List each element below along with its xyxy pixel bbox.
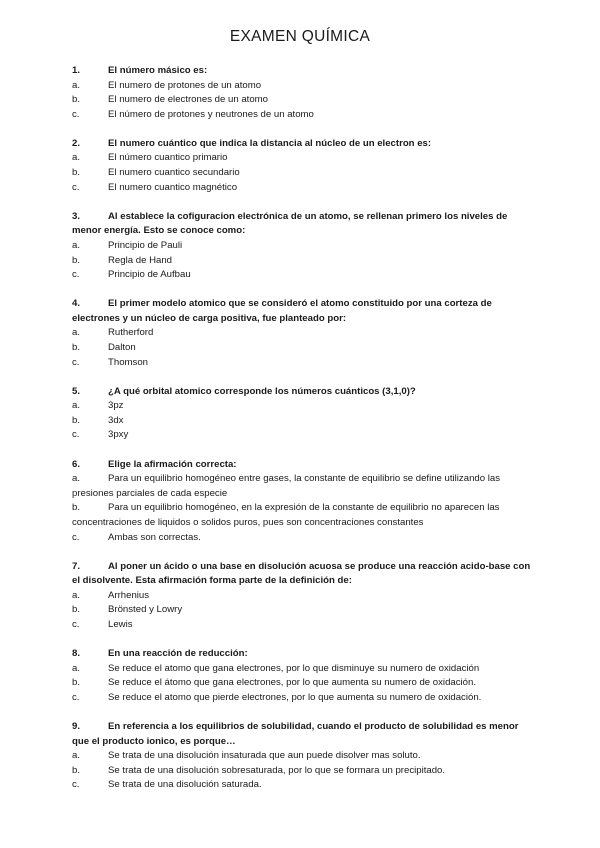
answer-option (72, 181, 532, 196)
question-number: 1. (72, 65, 81, 76)
question-number: 6. (72, 458, 81, 470)
option-text: Se reduce el atomo que gana electrones, por lo que disminuye su numero de oxidación (108, 662, 480, 674)
answer-option (72, 268, 532, 283)
answer-option (72, 341, 532, 356)
question (72, 647, 532, 705)
option-text: Para un equilibrio homogéneo entre gases, la constante de equilibrio se define utilizando las presiones parciales de cada especie (72, 473, 501, 499)
question-number: 3. (72, 210, 81, 222)
answer-option (72, 428, 532, 443)
answer-option (72, 618, 532, 633)
answer-option (72, 691, 532, 706)
answer-option (72, 93, 532, 108)
answer-option (72, 501, 532, 530)
option-letter: a. (72, 400, 81, 412)
option-letter: a. (72, 750, 81, 762)
option-text: El número cuantico primario (108, 152, 228, 164)
question-text: 3. Al establece la cofiguracion electrónica de un atomo, se rellenan primero los niveles de menor energía. Esto se conoce como: (72, 210, 508, 237)
option-letter: b. (72, 414, 81, 426)
question-text: 6. Elige la afirmación correcta: (72, 458, 532, 473)
option-text: Se trata de una disolución insaturada que aun puede disolver mas soluto. (108, 750, 421, 762)
option-letter: c. (72, 531, 80, 543)
question-text: 2. El numero cuántico que indica la distancia al núcleo de un electron es: (72, 137, 532, 152)
option-letter: b. (72, 677, 81, 689)
answer-option (72, 166, 532, 181)
option-letter: b. (72, 254, 81, 266)
option-text: El numero de protones de un atomo (108, 79, 262, 91)
question (72, 385, 532, 443)
question (72, 720, 532, 793)
answer-option (72, 764, 532, 779)
answer-option (72, 589, 532, 604)
option-text: Ambas son correctas. (108, 531, 201, 543)
answer-option (72, 356, 532, 371)
option-letter: b. (72, 94, 81, 106)
option-letter: c. (72, 356, 80, 368)
question-number: 2. (72, 137, 81, 149)
option-letter: c. (72, 181, 80, 193)
option-letter: b. (72, 167, 81, 179)
option-letter: b. (72, 342, 81, 353)
option-text: Para un equilibrio homogéneo, en la expresión de la constante de equilibrio no aparecen las concentraciones de liquidos o solidos puros, pues son concentraciones constantes (72, 502, 500, 528)
option-text: Dalton (108, 342, 136, 353)
option-letter: a. (72, 152, 81, 164)
answer-option (72, 151, 532, 166)
option-letter: a. (72, 79, 81, 91)
option-text: El numero cuantico magnético (108, 181, 238, 193)
option-text: Rutherford (108, 327, 154, 339)
option-letter: c. (72, 269, 80, 281)
question-number: 4. (72, 298, 81, 310)
answer-option (72, 531, 532, 546)
question-text: 5. ¿A qué orbital atomico corresponde los números cuánticos (3,1,0)? (72, 385, 532, 400)
question-text: 1. El número másico es: (72, 64, 532, 79)
question (72, 560, 532, 633)
answer-option (72, 108, 532, 123)
answer-option (72, 399, 532, 414)
option-letter: a. (72, 327, 81, 339)
answer-option (72, 472, 532, 501)
option-letter: a. (72, 473, 81, 485)
answer-option (72, 79, 532, 94)
question-number: 9. (72, 720, 81, 732)
option-letter: c. (72, 108, 80, 120)
option-text: El numero cuantico secundario (108, 167, 240, 179)
option-letter: a. (72, 662, 81, 674)
answer-option (72, 603, 532, 618)
option-text: Se reduce el átomo que gana electrones, por lo que aumenta su numero de oxidación. (108, 677, 477, 689)
option-text: Lewis (108, 619, 133, 630)
question-text: 7. Al poner un ácido o una base en disolución acuosa se produce una reacción acido-base con el disolvente. Esta afirmación forma parte de la definición de: (72, 560, 531, 587)
option-text: Se trata de una disolución saturada. (108, 779, 262, 791)
option-text: El número de protones y neutrones de un atomo (108, 108, 314, 120)
option-letter: c. (72, 691, 80, 703)
answer-option (72, 749, 532, 764)
answer-option (72, 676, 532, 691)
option-text: Regla de Hand (108, 254, 173, 266)
option-letter: b. (72, 502, 81, 514)
option-text: 3dx (108, 414, 124, 426)
question-text: 9. En referencia a los equilibrios de solubilidad, cuando el producto de solubilidad es menor que el producto ionico, es porque… (72, 720, 519, 747)
option-text: Se reduce el atomo que pierde electrones, por lo que aumenta su numero de oxidación. (108, 691, 482, 703)
question-number: 8. (72, 648, 81, 660)
option-letter: b. (72, 604, 81, 616)
option-text: Thomson (108, 356, 148, 368)
answer-option (72, 778, 532, 793)
answer-option (72, 414, 532, 429)
question (72, 297, 532, 370)
option-letter: c. (72, 779, 80, 791)
exam-title: EXAMEN QUÍMICA (229, 28, 371, 45)
option-text: Principio de Pauli (108, 239, 183, 251)
option-letter: b. (72, 764, 81, 776)
question-number: 5. (72, 385, 81, 397)
question (72, 210, 532, 283)
answer-option (72, 239, 532, 254)
answer-option (72, 254, 532, 269)
option-text: Principio de Aufbau (108, 269, 191, 281)
question-text: 4. El primer modelo atomico que se consideró el atomo constituido por una corteza de electrones y un núcleo de carga positiva, fue planteado por: (72, 298, 492, 324)
question (72, 458, 532, 546)
option-letter: a. (72, 589, 81, 601)
question-list (72, 64, 532, 807)
option-letter: c. (72, 619, 80, 630)
question (72, 64, 532, 122)
question (72, 137, 532, 195)
question-number: 7. (72, 560, 81, 572)
option-text: Se trata de una disolución sobresaturada, por lo que se formara un precipitado. (108, 764, 446, 776)
question-text: 8. En una reacción de reducción: (72, 647, 532, 662)
answer-option (72, 662, 532, 677)
option-text: 3pz (108, 400, 124, 412)
option-text: El numero de electrones de un atomo (108, 94, 268, 106)
option-letter: c. (72, 429, 80, 441)
option-letter: a. (72, 239, 81, 251)
option-text: Arrhenius (108, 589, 150, 601)
option-text: Brönsted y Lowry (108, 604, 183, 616)
option-text: 3pxy (108, 429, 129, 441)
answer-option (72, 326, 532, 341)
